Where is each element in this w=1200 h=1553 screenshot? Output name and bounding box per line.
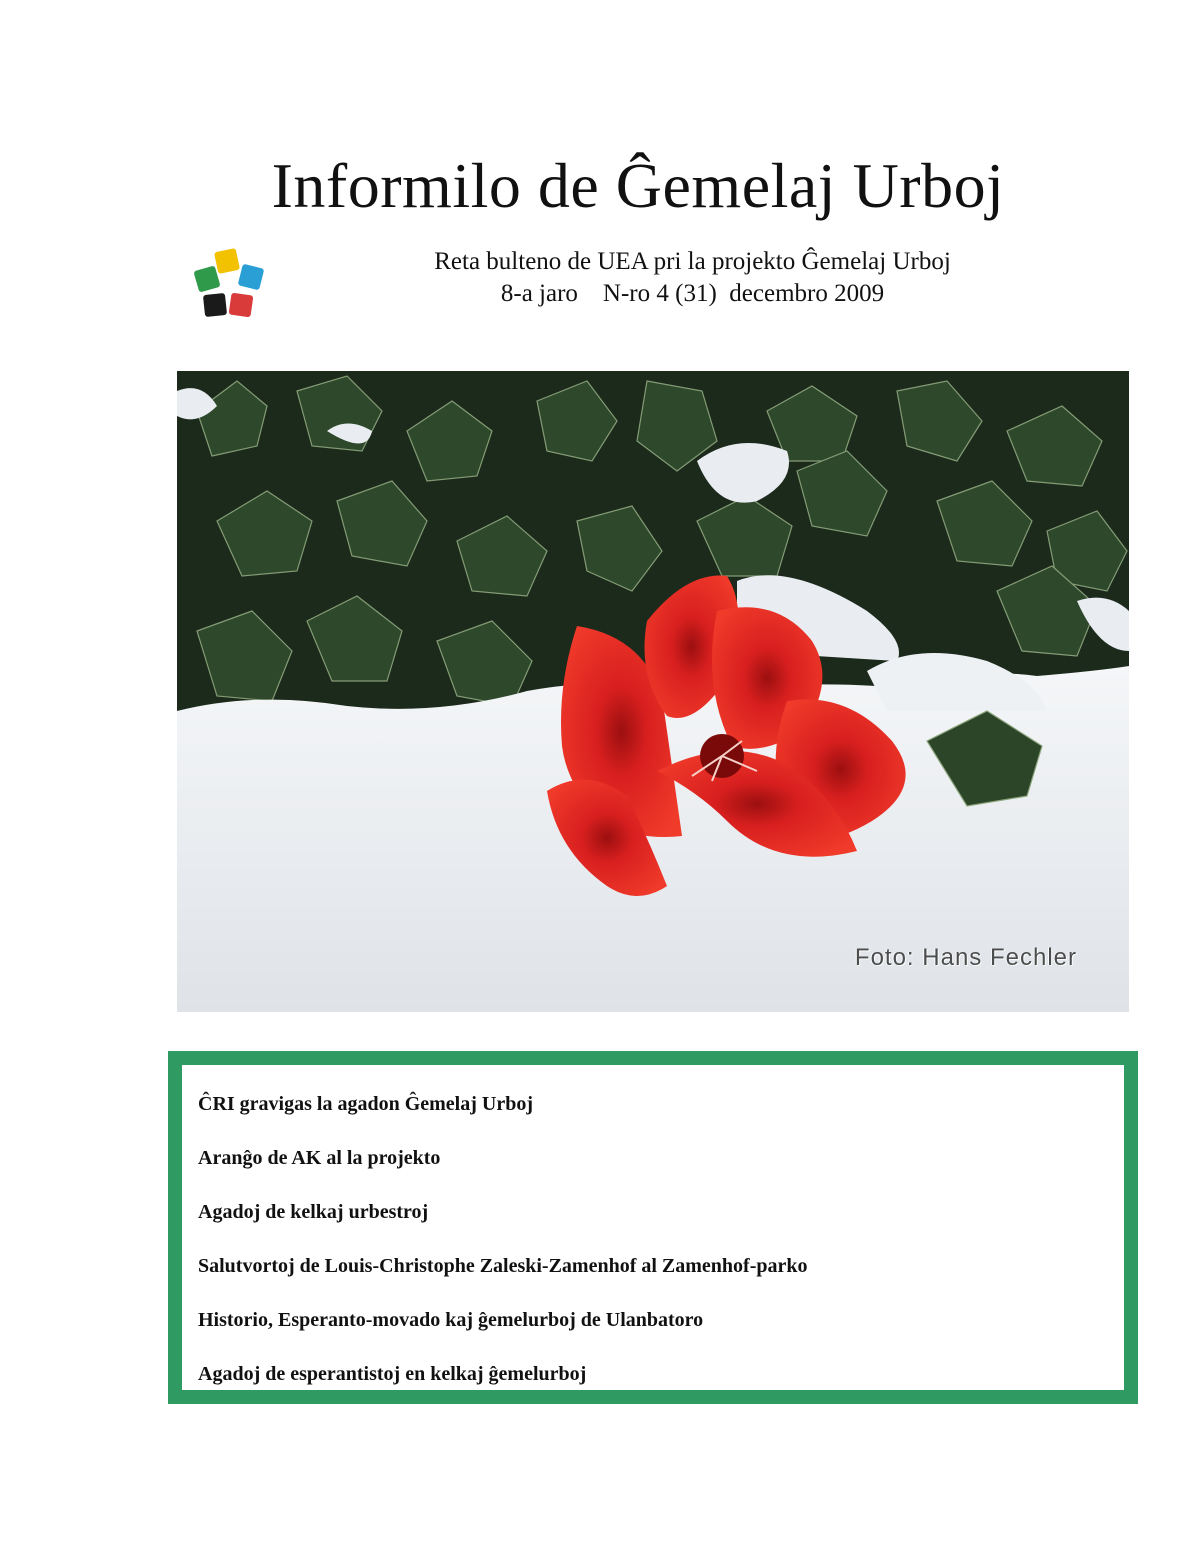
- logo-square-yellow: [214, 248, 240, 274]
- subtitle-line-1: Reta bulteno de UEA pri la projekto Ĝemelaj Urboj: [434, 248, 951, 275]
- newsletter-subtitle: [390, 246, 995, 310]
- logo-square-red: [229, 293, 254, 318]
- logo-square-black: [203, 293, 227, 317]
- contents-item: ĈRI gravigas la agadon Ĝemelaj Urboj: [198, 1093, 533, 1115]
- table-of-contents: [198, 1077, 808, 1401]
- logo-square-green: [193, 265, 220, 292]
- contents-item: Agadoj de kelkaj urbestroj: [198, 1201, 429, 1223]
- subtitle-line-2: 8-a jaro N-ro 4 (31) decembro 2009: [500, 280, 885, 307]
- table-of-contents-box: [168, 1051, 1138, 1404]
- photo-credit: Foto: Hans Fechler: [854, 944, 1077, 971]
- contents-item: Historio, Esperanto-movado kaj ĝemelurboj de Ulanbatoro: [198, 1309, 704, 1331]
- contents-item: Salutvortoj de Louis-Christophe Zaleski-Zamenhof al Zamenhof-parko: [198, 1255, 808, 1277]
- logo-square-blue: [238, 264, 265, 291]
- colored-squares-logo-icon: [190, 246, 270, 326]
- newsletter-title: Informilo de Ĝemelaj Urboj: [271, 150, 1005, 221]
- contents-item: Aranĝo de AK al la projekto: [198, 1147, 441, 1169]
- contents-item: Agadoj de esperantistoj en kelkaj ĝemelurboj: [198, 1363, 587, 1385]
- red-flower-in-snow-photo-icon: [177, 371, 1129, 1012]
- cover-photo: [177, 371, 1129, 1012]
